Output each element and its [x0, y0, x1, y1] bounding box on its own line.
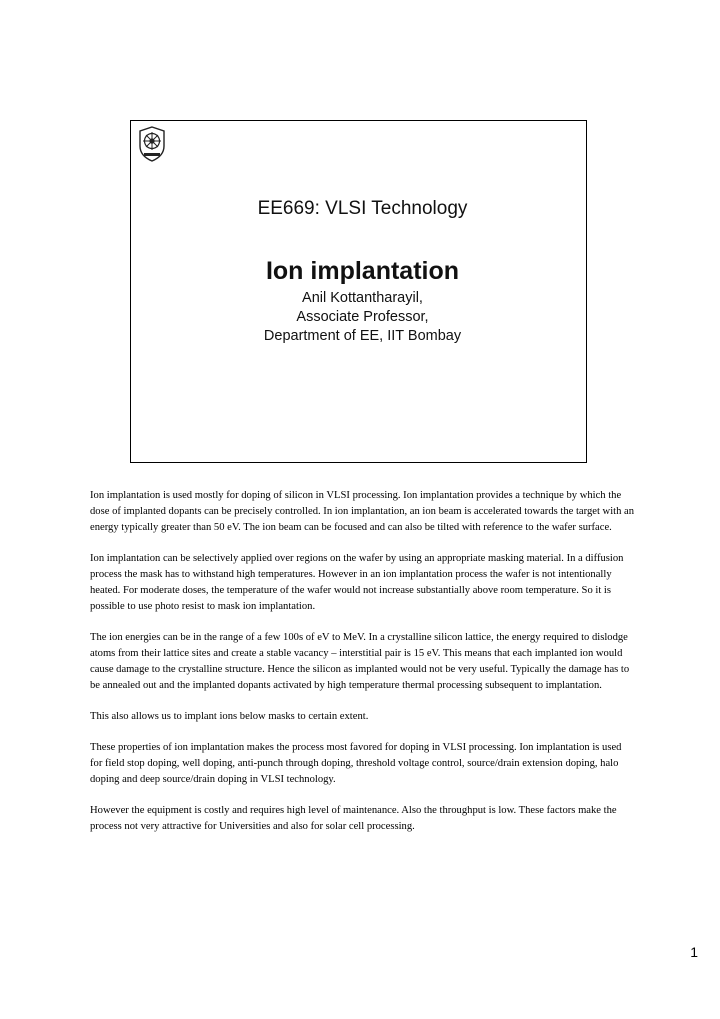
notes-paragraph: These properties of ion implantation makes the process most favored for doping in VLSI processing. Ion implantation is used for field stop doping, well doping, anti-punch through doping, threshold voltage control, source/drain extension doping, halo doping and deep source/drain doping in VLSI technology. [90, 742, 622, 785]
notes-paragraph: Ion implantation can be selectively applied over regions on the wafer by using an appropriate masking material. In a diffusion process the mask has to withstand high temperatures. However in an ion implantation process the wafer is not intentionally heated. For moderate doses, the temperature of the wafer would not increase substantially above room temperature. So it is possible to use photo resist to mask ion implantation. [90, 553, 624, 612]
slide-frame [130, 120, 587, 463]
notes-paragraph: Ion implantation is used mostly for doping of silicon in VLSI processing. Ion implantation provides a technique by which the dose of implanted dopants can be precisely controlled. In ion implantation, an ion beam is accelerated towards the target with an energy typically greater than 50 eV. The ion beam can be focused and can also be tilted with reference to the wafer surface. [90, 490, 635, 533]
notes-paragraph: This also allows us to implant ions below masks to certain extent. [90, 711, 369, 722]
author-position: Associate Professor, [296, 309, 429, 325]
author-block [135, 289, 590, 346]
author-department: Department of EE, IIT Bombay [263, 328, 462, 344]
author-name: Anil Kottantharayil, [302, 290, 423, 306]
lecture-notes [90, 488, 635, 850]
notes-paragraph: The ion energies can be in the range of a few 100s of eV to MeV. In a crystalline silicon lattice, the energy required to dislodge atoms from their lattice sites and create a stable vacancy – interstitial pair is 15 eV. This means that each implanted ion would cause damage to the crystalline structure. Hence the silicon as implanted would not be very useful. Typically the damage has to be annealed out and the implanted dopants activated by high temperature thermal processing subsequent to implantation. [90, 632, 630, 691]
course-title: EE669: VLSI Technology [257, 198, 468, 219]
institute-logo-icon [138, 126, 166, 162]
notes-paragraph: However the equipment is costly and requires high level of maintenance. Also the throughput is low. These factors make the process not very attractive for Universities and also for solar cell processing. [90, 805, 617, 832]
page-number: 1 [690, 944, 698, 960]
slide-title: Ion implantation [265, 257, 460, 285]
